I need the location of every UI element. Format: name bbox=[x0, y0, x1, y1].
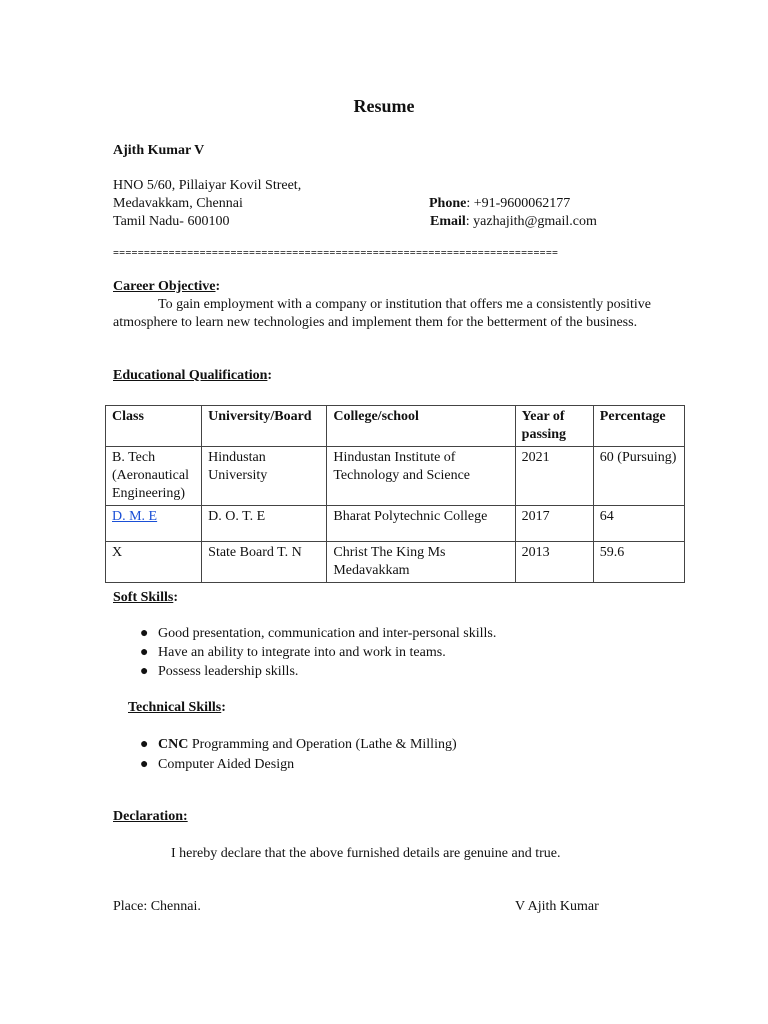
cell-percentage: 60 (Pursuing) bbox=[593, 447, 684, 506]
cell-class: X bbox=[106, 542, 202, 583]
header-college-school: College/school bbox=[327, 406, 515, 447]
career-objective-heading: Career Objective: bbox=[113, 279, 221, 294]
header-class: Class bbox=[106, 406, 202, 447]
declaration-text: I hereby declare that the above furnished details are genuine and true. bbox=[171, 846, 561, 861]
soft-skills-list bbox=[136, 624, 496, 681]
cell-college-school: Christ The King Ms Medavakkam bbox=[327, 542, 515, 583]
cell-percentage: 59.6 bbox=[593, 542, 684, 583]
soft-skills-heading: Soft Skills: bbox=[113, 590, 178, 605]
cell-college-school: Hindustan Institute of Technology and Science bbox=[327, 447, 515, 506]
career-objective-text: To gain employment with a company or institution that offers me a consistently positive atmosphere to learn new technologies and implement them for the betterment of the business. bbox=[113, 297, 651, 330]
cell-class bbox=[106, 506, 202, 542]
table-header-row bbox=[106, 406, 685, 447]
address-line-3: Tamil Nadu- 600100 bbox=[113, 214, 230, 229]
cell-university-board: Hindustan University bbox=[202, 447, 327, 506]
education-table bbox=[105, 405, 685, 583]
dme-link[interactable]: D. M. E bbox=[112, 509, 158, 524]
cell-class: B. Tech (Aeronautical Engineering) bbox=[106, 447, 202, 506]
header-university-board: University/Board bbox=[202, 406, 327, 447]
cell-year: 2021 bbox=[515, 447, 593, 506]
phone-value: : +91-9600062177 bbox=[466, 196, 571, 211]
bullet-icon: ● bbox=[140, 626, 149, 641]
candidate-name: Ajith Kumar V bbox=[113, 143, 205, 158]
technical-skills-heading: Technical Skills: bbox=[128, 700, 226, 715]
list-item: ● Computer Aided Design bbox=[136, 755, 457, 775]
address-line-1: HNO 5/60, Pillaiyar Kovil Street, bbox=[113, 178, 302, 193]
education-heading: Educational Qualification: bbox=[113, 368, 273, 383]
table-row bbox=[106, 447, 685, 506]
cell-university-board: D. O. T. E bbox=[202, 506, 327, 542]
list-item: ● Good presentation, communication and inter-personal skills. bbox=[140, 626, 497, 641]
cell-percentage: 64 bbox=[593, 506, 684, 542]
email-label: Email bbox=[430, 214, 466, 229]
table-row bbox=[106, 542, 685, 583]
page-title: Resume bbox=[353, 96, 415, 116]
header-percentage: Percentage bbox=[593, 406, 684, 447]
phone-line bbox=[429, 195, 570, 213]
technical-skills-list bbox=[136, 735, 457, 775]
email-line bbox=[430, 213, 597, 231]
list-item: ● CNC Programming and Operation (Lathe & Milling) bbox=[136, 735, 457, 755]
phone-label: Phone bbox=[429, 196, 467, 211]
bullet-icon: ● bbox=[140, 757, 149, 772]
email-value: : yazhajith@gmail.com bbox=[465, 214, 597, 229]
cell-university-board: State Board T. N bbox=[202, 542, 327, 583]
bullet-icon: ● bbox=[140, 737, 149, 752]
place-text: Place: Chennai. bbox=[113, 899, 201, 914]
address-line-2: Medavakkam, Chennai bbox=[113, 196, 243, 211]
bullet-icon: ● bbox=[140, 645, 149, 660]
table-row bbox=[106, 506, 685, 542]
list-item: ● Have an ability to integrate into and work in teams. bbox=[140, 645, 446, 660]
declaration-heading: Declaration: bbox=[113, 809, 188, 824]
list-item: ● Possess leadership skills. bbox=[140, 664, 299, 679]
bullet-icon: ● bbox=[140, 664, 149, 679]
header-year-of-passing: Year of passing bbox=[515, 406, 593, 447]
cell-year: 2013 bbox=[515, 542, 593, 583]
cell-college-school: Bharat Polytechnic College bbox=[327, 506, 515, 542]
separator-line: ======================================================================== bbox=[113, 248, 559, 259]
signature-name: V Ajith Kumar bbox=[515, 899, 599, 914]
cell-year: 2017 bbox=[515, 506, 593, 542]
